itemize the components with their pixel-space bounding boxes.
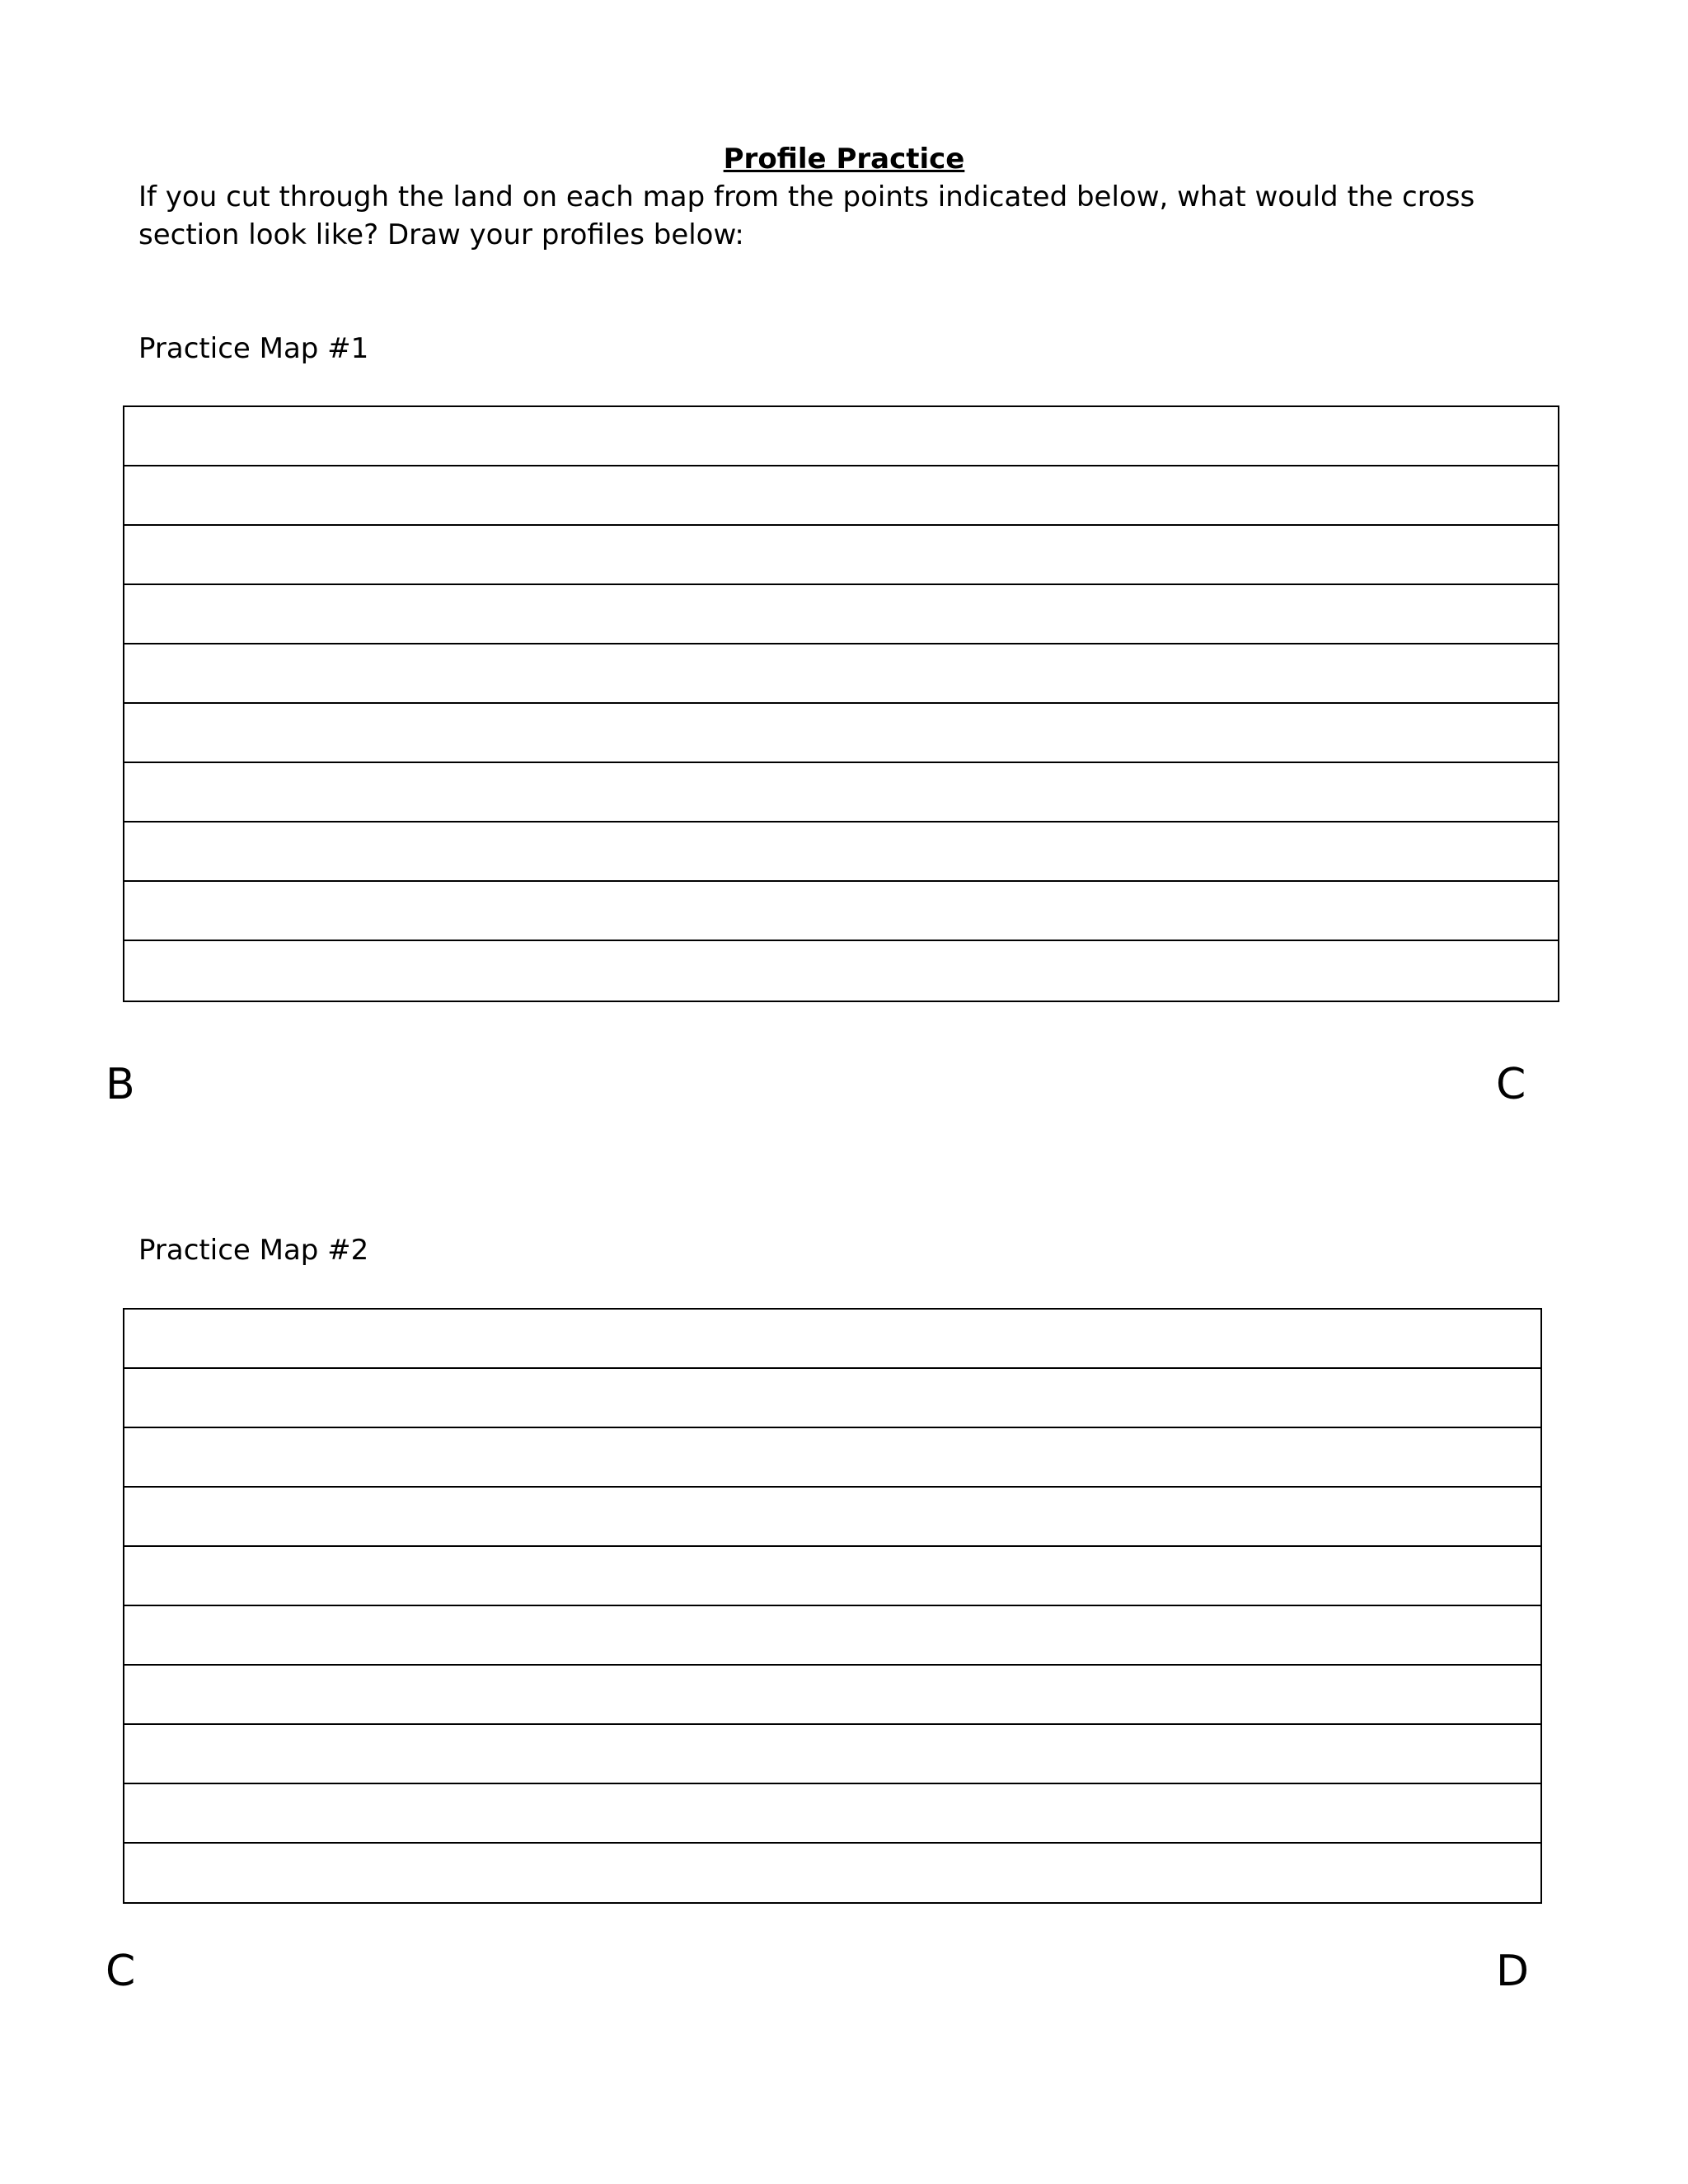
map-2-start-point: C — [106, 1947, 136, 1996]
map-1-label: Practice Map #1 — [138, 332, 369, 365]
grid-row — [124, 941, 1558, 1001]
map-1-end-point: C — [1496, 1060, 1526, 1109]
grid-row — [124, 1725, 1540, 1784]
grid-row — [124, 1428, 1540, 1488]
grid-row — [124, 407, 1558, 466]
instructions-text: If you cut through the land on each map from the points indicated below, what would the cross section look like? Draw your profiles below: — [138, 180, 1475, 251]
grid-row — [124, 644, 1558, 704]
map-1-start-point: B — [106, 1060, 135, 1109]
grid-row — [124, 1310, 1540, 1369]
grid-row — [124, 1844, 1540, 1903]
map-2-label: Practice Map #2 — [138, 1234, 369, 1267]
grid-row — [124, 1784, 1540, 1844]
map-1-profile-grid — [123, 405, 1559, 1002]
grid-row — [124, 526, 1558, 585]
grid-row — [124, 704, 1558, 763]
grid-row — [124, 1547, 1540, 1606]
grid-row — [124, 882, 1558, 941]
page-title: Profile Practice — [723, 143, 965, 176]
map-2-end-point: D — [1496, 1947, 1530, 1996]
grid-row — [124, 1606, 1540, 1666]
grid-row — [124, 466, 1558, 526]
grid-row — [124, 763, 1558, 823]
grid-row — [124, 1369, 1540, 1428]
grid-row — [124, 1488, 1540, 1547]
map-2-profile-grid — [123, 1308, 1542, 1904]
grid-row — [124, 585, 1558, 644]
grid-row — [124, 823, 1558, 882]
grid-row — [124, 1666, 1540, 1725]
